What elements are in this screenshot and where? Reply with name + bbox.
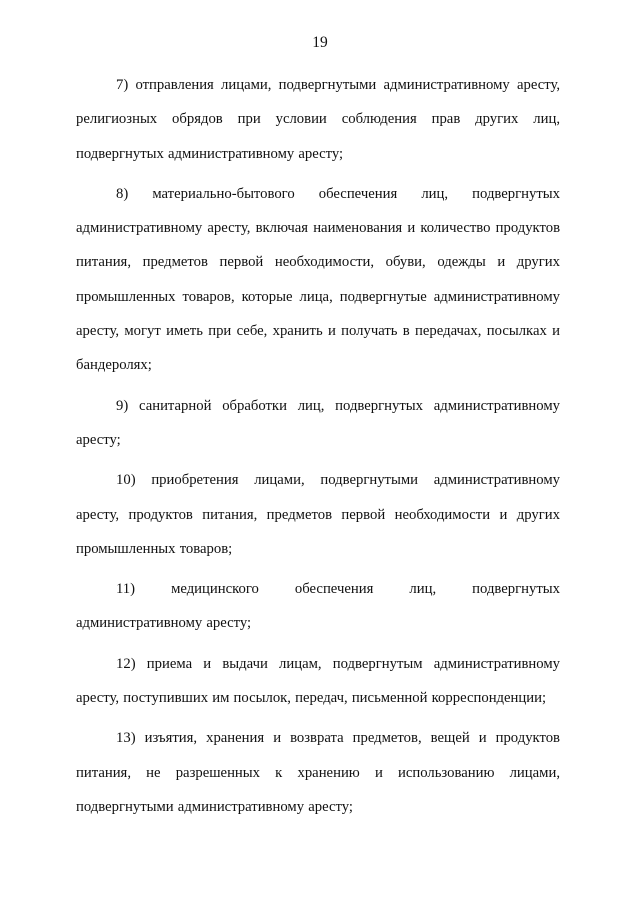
paragraph-item-13: 13) изъятия, хранения и возврата предметов, вещей и продуктов питания, не разрешенных к хранению и использованию лицами, подвергнутыми административному аресту; xyxy=(76,730,560,815)
paragraph-item-7: 7) отправления лицами, подвергнутыми административному аресту, религиозных обрядов при условии соблюдения прав других лиц, подвергнутых административному аресту; xyxy=(76,77,560,162)
page-number: 19 xyxy=(312,34,328,51)
paragraph-item-10: 10) приобретения лицами, подвергнутыми административному аресту, продуктов питания, предметов первой необходимости и других промышленных товаров; xyxy=(76,472,560,557)
paragraph-item-8: 8) материально-бытового обеспечения лиц, подвергнутых административному аресту, включая наименования и количество продуктов питания, предметов первой необходимости, обуви, одежды и других промышленных товаров, которые лица, подвергнутые административному аресту, могут иметь при себе, хранить и получать в передачах, посылках и бандеролях; xyxy=(76,185,560,374)
paragraph-item-9: 9) санитарной обработки лиц, подвергнутых административному аресту; xyxy=(76,397,560,448)
paragraph-item-12: 12) приема и выдачи лицам, подвергнутым административному аресту, поступивших им посылок, передач, письменной корреспонденции; xyxy=(76,655,560,707)
paragraph-item-11: 11) медицинского обеспечения лиц, подвергнутых административному аресту; xyxy=(76,581,560,632)
document-body xyxy=(76,68,560,830)
